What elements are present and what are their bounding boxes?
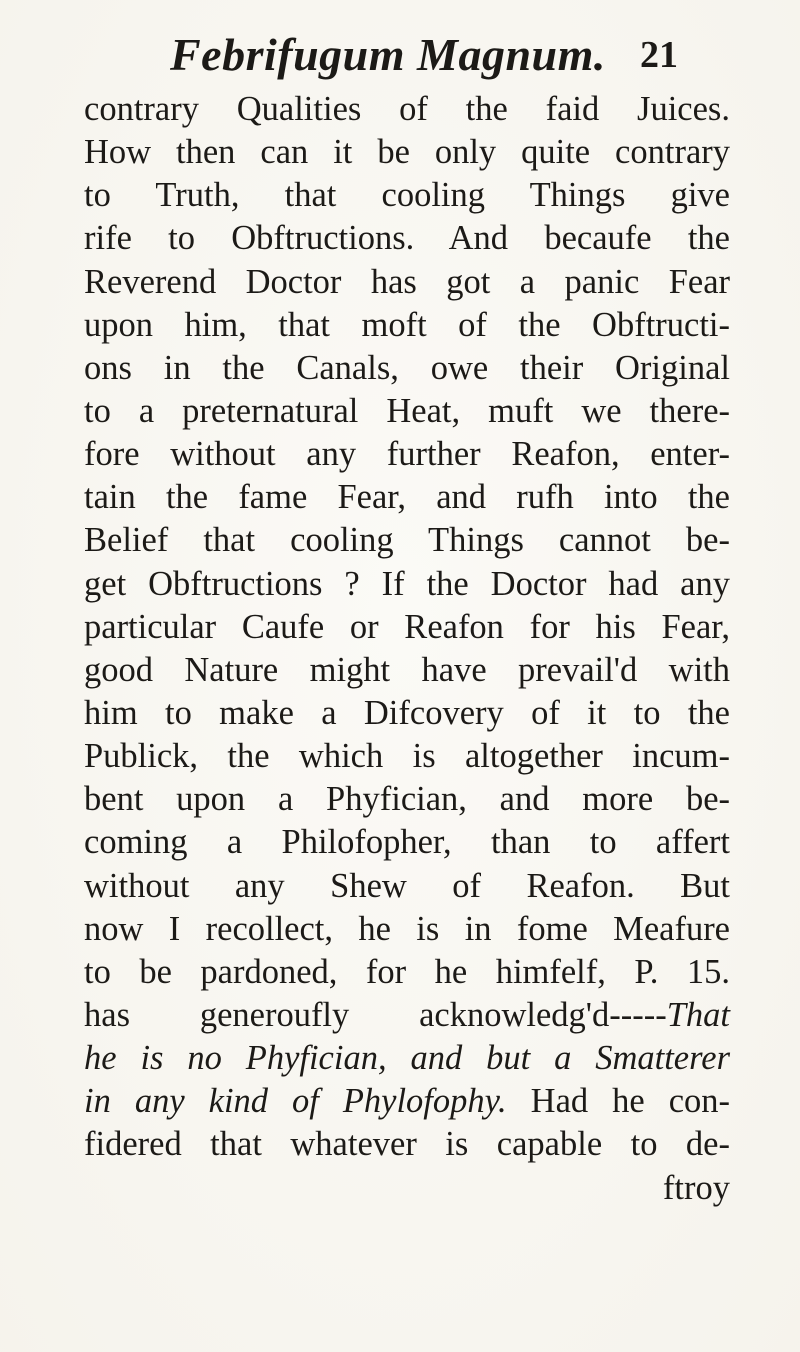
text-line-19: without any Shew of Reafon. But xyxy=(84,866,730,905)
running-title: Febrifugum Magnum. xyxy=(170,29,606,80)
text-line-11: Belief that cooling Things cannot be- xyxy=(84,521,730,560)
text-line-10: tain the fame Fear, and rufh into the xyxy=(84,478,730,517)
running-head xyxy=(0,30,800,80)
text-line-20: now I recollect, he is in fome Meafure xyxy=(84,909,730,948)
text-line-12: get Obftructions ? If the Doctor had any xyxy=(84,564,730,603)
text-line-3: to Truth, that cooling Things give xyxy=(84,176,730,215)
text-line-13: particular Caufe or Reafon for his Fear, xyxy=(84,607,730,646)
text-line-14: good Nature might have prevail'd with xyxy=(84,650,730,689)
text-line-25: fidered that whatever is capable to de- xyxy=(84,1125,730,1164)
text-line-2: How then can it be only quite contrary xyxy=(84,133,730,172)
catchword: ftroy xyxy=(662,1168,730,1207)
text-line-24 xyxy=(84,1080,730,1123)
text-line-16: Publick, the which is altogether incum- xyxy=(84,737,730,776)
body-text xyxy=(84,88,730,1210)
text-line-17: bent upon a Phyfician, and more be- xyxy=(84,780,730,819)
text-line-23: he is no Phyfician, and but a Smatterer xyxy=(84,1039,730,1078)
page-number: 21 xyxy=(640,34,678,76)
text-line-22 xyxy=(84,994,730,1037)
text-line-18: coming a Philofopher, than to affert xyxy=(84,823,730,862)
text-line-22-roman: has generoufly acknowledg'd----- xyxy=(84,995,667,1034)
text-line-21: to be pardoned, for he himfelf, P. 15. xyxy=(84,952,730,991)
text-line-6: upon him, that moft of the Obftructi- xyxy=(84,305,730,344)
text-line-24-italic: in any kind of Phylofophy. xyxy=(84,1082,507,1121)
text-line-22-italic: That xyxy=(666,995,730,1034)
text-line-9: fore without any further Reafon, enter- xyxy=(84,435,730,474)
text-line-24-roman: Had he con- xyxy=(506,1082,730,1121)
text-line-4: rife to Obftructions. And becaufe the xyxy=(84,219,730,258)
text-line-15: him to make a Difcovery of it to the xyxy=(84,693,730,732)
text-line-8: to a preternatural Heat, muft we there- xyxy=(84,391,730,430)
text-line-5: Reverend Doctor has got a panic Fear xyxy=(84,262,730,301)
text-line-7: ons in the Canals, owe their Original xyxy=(84,348,730,387)
text-line-1: contrary Qualities of the faid Juices. xyxy=(84,90,730,128)
